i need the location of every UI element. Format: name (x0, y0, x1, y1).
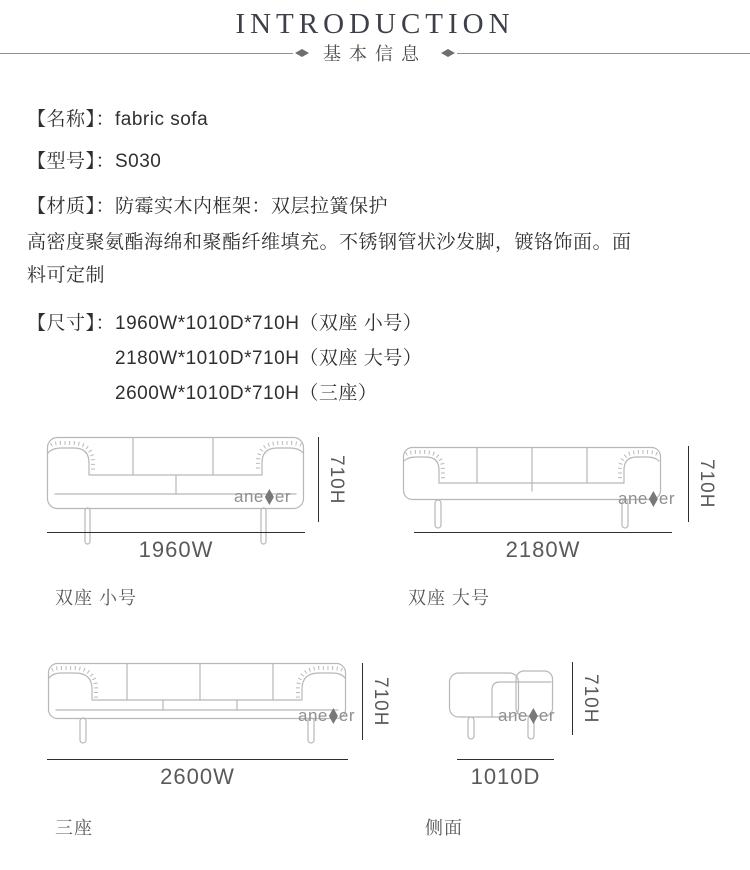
watermark-text: er (658, 489, 675, 508)
divider-diamond-icon (441, 49, 455, 57)
drawing-caption: 三座 (55, 818, 93, 838)
product-material-detail: 高密度聚氨酯海绵和聚酯纤维填充。不锈钢管状沙发脚，镀铬饰面。面料可定制 (27, 232, 632, 286)
watermark-text: er (274, 487, 291, 506)
sofa-front-line-art (47, 662, 347, 744)
height-dimension-line (362, 663, 363, 740)
watermark-text: er (538, 706, 555, 725)
product-name-line: 【名称】：fabric sofa (27, 109, 209, 130)
watermark-diamond-icon (329, 708, 338, 724)
sofa-drawing-three-seat (47, 662, 347, 744)
watermark-diamond-icon (529, 708, 538, 724)
drawing-caption: 双座 大号 (408, 588, 491, 608)
watermark-text: er (338, 706, 355, 725)
divider-diamond-icon (295, 49, 309, 57)
height-dimension-label: 710H (580, 673, 601, 724)
sofa-drawing-side-view (448, 662, 554, 740)
divider-line-left (0, 53, 293, 54)
size-line: 2180W*1010D*710H（双座 大号） (115, 348, 423, 369)
height-dimension (691, 446, 721, 522)
page-title: INTRODUCTION (235, 8, 515, 40)
brand-watermark (234, 487, 291, 507)
height-dimension-line (572, 662, 573, 735)
watermark-text: ane (234, 487, 264, 506)
product-size-block (27, 306, 422, 411)
height-dimension-line (318, 437, 319, 522)
height-dimension-label: 710H (370, 676, 391, 727)
width-dimension-line (47, 759, 348, 760)
sofa-drawing-two-seat-large (402, 446, 662, 530)
watermark-text: ane (618, 489, 648, 508)
width-dimension-label: 2180W (505, 537, 581, 562)
drawing-caption: 双座 小号 (55, 588, 138, 608)
watermark-text: ane (298, 706, 328, 725)
product-material-line: 【材质】：防霉实木内框架：双层拉簧保护 (27, 196, 389, 217)
divider-line-right (457, 53, 750, 54)
width-dimension-line (414, 532, 672, 533)
height-dimension (365, 663, 395, 740)
watermark-diamond-icon (265, 489, 274, 505)
height-dimension-label: 710H (696, 459, 717, 509)
width-dimension-line (47, 532, 305, 533)
watermark-diamond-icon (649, 491, 658, 507)
sofa-side-line-art (448, 662, 554, 740)
width-dimension-label: 2600W (160, 764, 235, 789)
width-dimension-label: 1960W (138, 537, 214, 562)
width-dimension-label: 1010D (470, 764, 541, 789)
brand-watermark (618, 489, 675, 509)
watermark-text: ane (498, 706, 528, 725)
product-model-line: 【型号】：S030 (27, 151, 162, 172)
size-line: 2600W*1010D*710H（三座） (115, 383, 378, 404)
width-dimension-line (457, 759, 554, 760)
brand-watermark (298, 706, 355, 726)
height-dimension (321, 437, 351, 522)
section-subtitle: 基本信息 (323, 44, 427, 64)
sofa-front-line-art (402, 446, 662, 530)
size-label: 【尺寸】： (27, 313, 116, 334)
height-dimension-line (688, 446, 689, 522)
brand-watermark (498, 706, 555, 726)
height-dimension (575, 662, 605, 735)
height-dimension-label: 710H (326, 454, 347, 505)
size-lines (115, 306, 422, 411)
section-divider (0, 44, 750, 62)
size-line: 1960W*1010D*710H（双座 小号） (115, 313, 423, 334)
drawing-caption: 侧面 (425, 818, 463, 838)
